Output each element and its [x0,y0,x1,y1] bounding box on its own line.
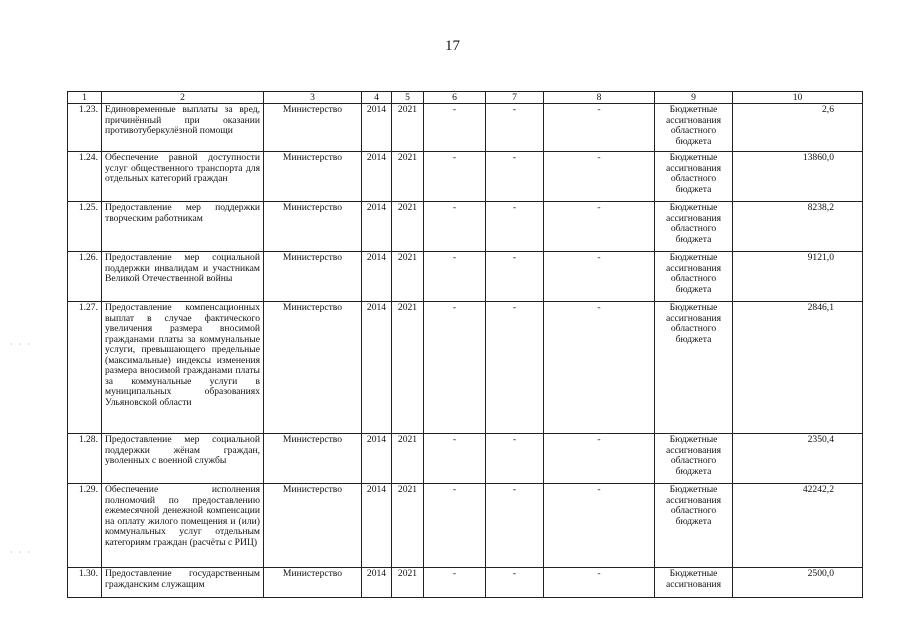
header-cell: 3 [264,92,362,104]
col6-cell: - [424,104,486,152]
funding-source-line: ассигнования [665,114,722,126]
row-number-cell: 1.26. [68,252,102,302]
executor-cell: Министерство [264,568,362,598]
row-number-cell: 1.29. [68,484,102,568]
funding-source-cell [655,568,733,598]
col7-cell: - [486,434,544,484]
col6-cell: - [424,152,486,202]
start-year-cell: 2014 [362,484,392,568]
amount-cell: 2350,4 [733,434,863,484]
col8-cell: - [544,252,655,302]
funding-source-line: областного [670,173,717,184]
col6-cell: - [424,202,486,252]
executor-cell: Министерство [264,202,362,252]
funding-source-line: ассигнования [665,312,722,324]
end-year-cell: 2021 [392,252,424,302]
funding-source-cell [655,484,733,568]
amount-cell: 8238,2 [733,202,863,252]
row-number-cell: 1.27. [68,302,102,434]
funding-source-line: областного [670,323,717,334]
start-year-cell: 2014 [362,434,392,484]
header-cell: 5 [392,92,424,104]
col7-cell: - [486,104,544,152]
executor-cell: Министерство [264,484,362,568]
executor-cell: Министерство [264,252,362,302]
funding-source-cell [655,302,733,434]
row-name-cell: Предоставление мер поддержки творческим работникам [102,202,264,252]
start-year-cell: 2014 [362,202,392,252]
row-number-cell: 1.30. [68,568,102,598]
header-cell: 8 [544,92,655,104]
funding-source-line: Бюджетные [669,152,718,163]
col8-cell: - [544,104,655,152]
row-number-cell: 1.24. [68,152,102,202]
amount-cell: 2846,1 [733,302,863,434]
scan-artifact: · · · [10,548,32,557]
col8-cell: - [544,568,655,598]
funding-source-line: ассигнования [665,212,722,224]
end-year-cell: 2021 [392,568,424,598]
funding-source-line: бюджета [675,135,712,147]
row-name-cell: Предоставление государственным гражданским служащим [102,568,264,598]
col7-cell: - [486,252,544,302]
col6-cell: - [424,252,486,302]
end-year-cell: 2021 [392,302,424,434]
end-year-cell: 2021 [392,434,424,484]
table-row [68,484,863,568]
header-cell: 9 [655,92,733,104]
table-row [68,202,863,252]
col7-cell: - [486,152,544,202]
funding-source-line: ассигнования [665,162,722,174]
funding-source-line: бюджета [675,333,712,345]
funding-source-line: областного [670,273,717,284]
amount-cell: 13860,0 [733,152,863,202]
row-number-cell: 1.23. [68,104,102,152]
funding-source-line: Бюджетные [669,252,718,263]
row-name-cell: Предоставление компенсационных выплат в случае фактического увеличения размера вносимой гражданами платы за коммунальные услуги, превышающего предельные (максимальные) индексы изменения размера вносимой гражданами платы за коммунальные услуги в муниципальных образованиях Ульяновской области [102,302,264,434]
funding-source-line: Бюджетные [669,484,718,495]
executor-cell: Министерство [264,434,362,484]
col7-cell: - [486,202,544,252]
funding-source-line: Бюджетные [669,104,718,115]
row-name-cell: Единовременные выплаты за вред, причинённый при оказании противотуберкулёзной помощи [102,104,264,152]
end-year-cell: 2021 [392,152,424,202]
col8-cell: - [544,302,655,434]
header-cell: 10 [733,92,863,104]
amount-cell: 2,6 [733,104,863,152]
funding-source-line: бюджета [675,233,712,245]
funding-source-line: ассигнования [665,578,722,590]
funding-source-line: бюджета [675,515,712,527]
table-row [68,252,863,302]
scan-artifact: · · · [10,340,32,349]
funding-source-line: областного [670,505,717,516]
funding-source-line: ассигнования [665,444,722,456]
row-name-cell: Предоставление мер социальной поддержки жёнам граждан, уволенных с военной службы [102,434,264,484]
funding-source-line: бюджета [675,183,712,195]
table-row [68,104,863,152]
funding-source-line: Бюджетные [669,568,718,579]
row-name-cell: Предоставление мер социальной поддержки инвалидам и участникам Великой Отечественной войны [102,252,264,302]
funding-source-line: бюджета [675,283,712,295]
table-row [68,152,863,202]
amount-cell: 42242,2 [733,484,863,568]
start-year-cell: 2014 [362,152,392,202]
funding-source-line: областного [670,125,717,136]
funding-source-line: бюджета [675,465,712,477]
start-year-cell: 2014 [362,568,392,598]
executor-cell: Министерство [264,104,362,152]
funding-source-line: областного [670,455,717,466]
amount-cell: 2500,0 [733,568,863,598]
table-row [68,434,863,484]
header-cell: 4 [362,92,392,104]
row-name-cell: Обеспечение исполнения полномочий по предоставлению ежемесячной денежной компенсации на оплату жилого помещения и (или) коммунальных услуг отдельным категориям граждан (расчёты с РИЦ) [102,484,264,568]
row-number-cell: 1.28. [68,434,102,484]
col8-cell: - [544,434,655,484]
header-cell: 1 [68,92,102,104]
row-number-cell: 1.25. [68,202,102,252]
col6-cell: - [424,484,486,568]
row-name-cell: Обеспечение равной доступности услуг общественного транспорта для отдельных категорий граждан [102,152,264,202]
col7-cell: - [486,568,544,598]
amount-cell: 9121,0 [733,252,863,302]
funding-source-cell [655,104,733,152]
funding-source-line: областного [670,223,717,234]
funding-source-cell [655,252,733,302]
funding-source-line: Бюджетные [669,434,718,445]
start-year-cell: 2014 [362,252,392,302]
col8-cell: - [544,152,655,202]
executor-cell: Министерство [264,152,362,202]
header-row [68,92,863,104]
funding-source-cell [655,434,733,484]
executor-cell: Министерство [264,302,362,434]
end-year-cell: 2021 [392,484,424,568]
col6-cell: - [424,568,486,598]
table-row [68,302,863,434]
col8-cell: - [544,202,655,252]
page-number: 17 [445,38,460,54]
table-row [68,568,863,598]
header-cell: 7 [486,92,544,104]
funding-source-cell [655,202,733,252]
start-year-cell: 2014 [362,104,392,152]
header-cell: 6 [424,92,486,104]
end-year-cell: 2021 [392,202,424,252]
col7-cell: - [486,484,544,568]
end-year-cell: 2021 [392,104,424,152]
col8-cell: - [544,484,655,568]
funding-source-line: Бюджетные [669,302,718,313]
funding-source-cell [655,152,733,202]
funding-source-line: Бюджетные [669,202,718,213]
start-year-cell: 2014 [362,302,392,434]
funding-source-line: ассигнования [665,494,722,506]
col7-cell: - [486,302,544,434]
col6-cell: - [424,302,486,434]
col6-cell: - [424,434,486,484]
funding-source-line: ассигнования [665,262,722,274]
header-cell: 2 [102,92,264,104]
program-table [67,91,863,598]
